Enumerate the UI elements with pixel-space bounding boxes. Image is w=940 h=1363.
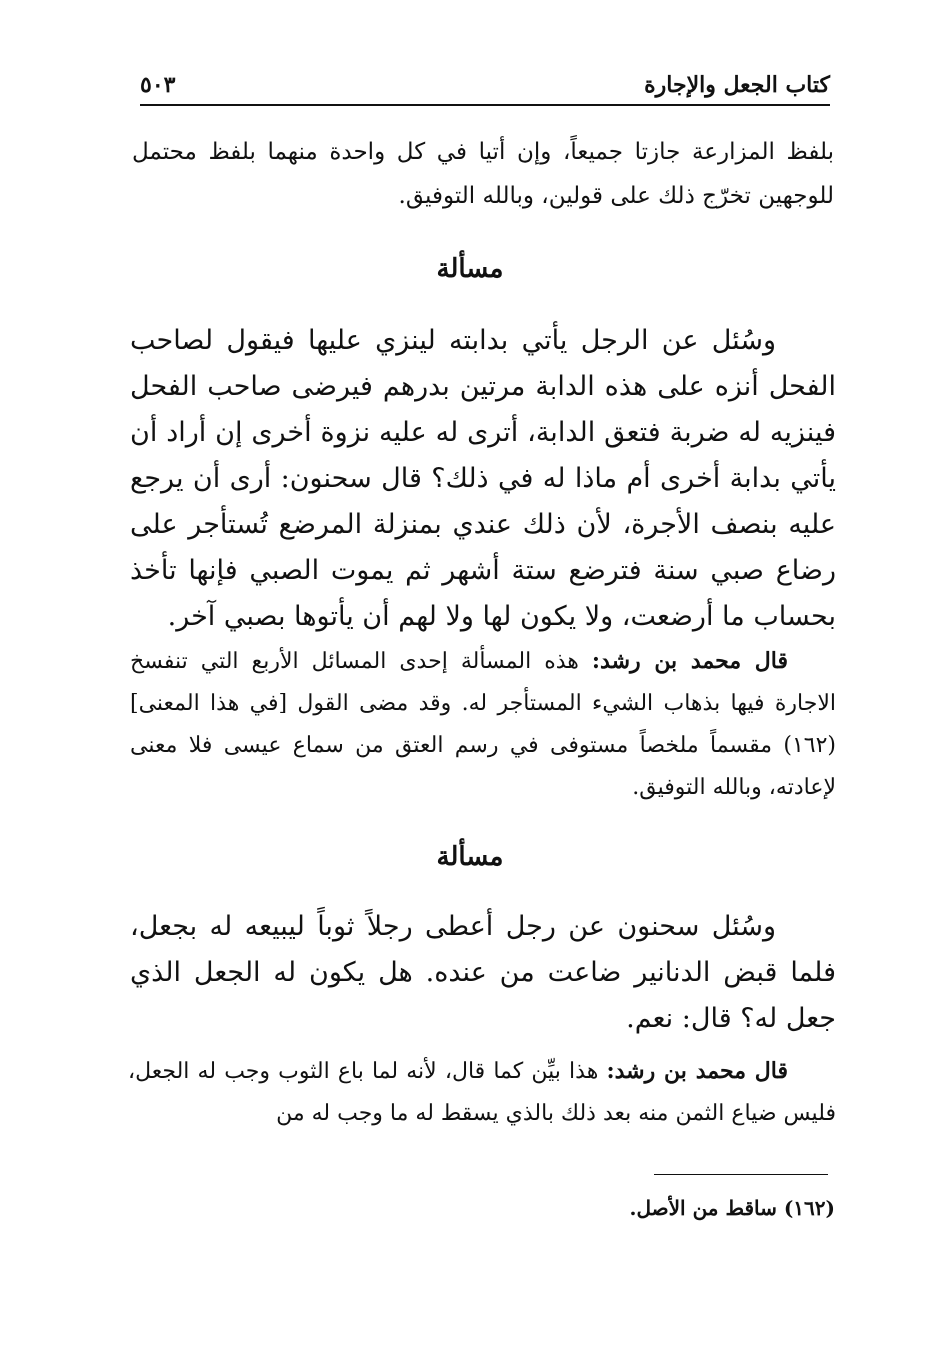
commentary-paragraph-1	[130, 640, 836, 809]
section-heading-2: مسألة	[436, 842, 504, 872]
commentary-text-2: هذا بيِّن كما قال، لأنه لما باع الثوب وجب له الجعل، فليس ضياع الثمن منه بعد ذلك بالذي يسقط له ما وجب له من	[128, 1059, 836, 1126]
question-paragraph-1: وسُئل عن الرجل يأتي بدابته لينزي عليها فيقول لصاحب الفحل أنزه على هذه الدابة مرتين بدرهم فيرضى صاحب الفحل فينزيه له ضربة فتعق الدابة، أترى له عليه نزوة أخرى إن أراد أن يأتي بدابة أخرى أم ماذا له في ذلك؟ قال سحنون: أرى أن يرجع عليه بنصف الأجرة، لأن ذلك عندي بمنزلة المرضع تُستأجر على رضاع صبي سنة فترضع ستة أشهر ثم يموت الصبي فإنها تأخذ بحساب ما أرضعت، ولا يكون لها ولا لهم أن يأتوها بصبي آخر.	[130, 325, 836, 632]
footnote-divider	[654, 1174, 828, 1175]
commentary-lead-2: قال محمد بن رشد:	[606, 1058, 789, 1084]
chapter-title: كتاب الجعل والإجارة	[644, 72, 830, 98]
question-paragraph-2: وسُئل سحنون عن رجل أعطى رجلاً ثوباً ليبيعه له بجعل، فلما قبض الدنانير ضاعت من عنده. هل يكون له الجعل الذي جعل له؟ قال: نعم.	[130, 911, 836, 1034]
commentary-lead-1: قال محمد بن رشد:	[591, 648, 789, 674]
footnote: (١٦٢) ساقط من الأصل.	[629, 1196, 835, 1220]
intro-paragraph: بلفظ المزارعة جازتا جميعاً، وإن أتيا في كل واحدة منهما بلفظ محتمل للوجهين تخرّج ذلك على قولين، وبالله التوفيق.	[132, 139, 834, 209]
commentary-paragraph-2	[128, 1050, 836, 1135]
commentary-text-1: هذه المسألة إحدى المسائل الأربع التي تنفسخ الاجارة فيها بذهاب الشيء المستأجر له. وقد مضى القول [في هذا المعنى](١٦٢) مقسماً ملخصاً مستوفى في رسم العتق من سماع عيسى فلا معنى لإعادته، وبالله التوفيق.	[130, 649, 836, 800]
page-number: ٥٠٣	[140, 72, 176, 98]
running-header	[140, 72, 830, 106]
section-heading-1: مسألة	[436, 254, 504, 284]
